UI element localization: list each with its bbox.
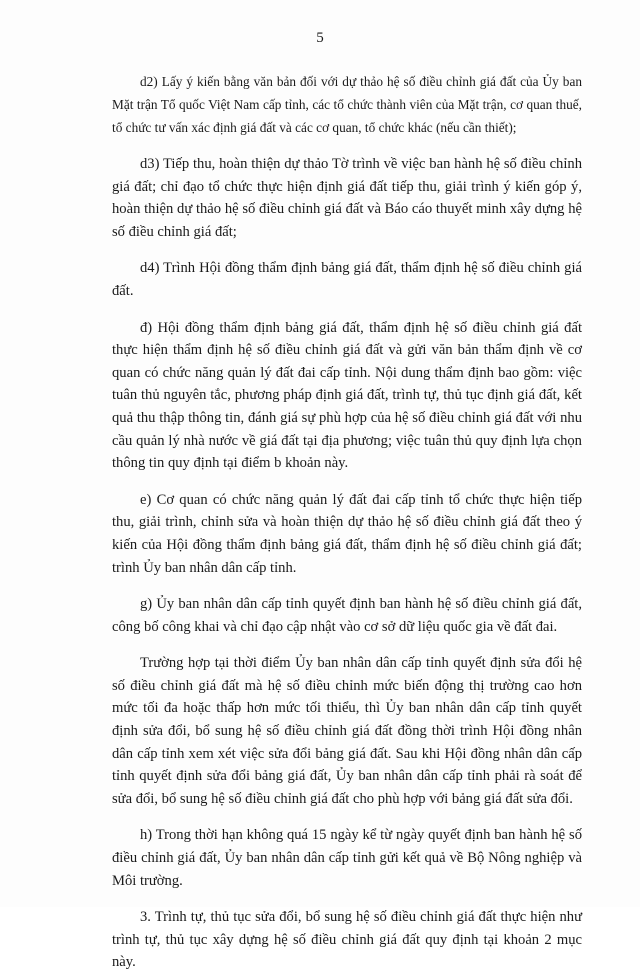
paragraph-h xyxy=(112,824,582,892)
paragraph-line: ban Mặt trận Tổ quốc Việt Nam cấp tỉnh, các tổ chức thành viên của Mặt trận, cơ xyxy=(112,74,582,112)
paragraph-dd xyxy=(112,317,582,475)
paragraph-line: e) Cơ quan có chức năng quản lý đất đai cấp tỉnh tổ chức thực hiện tiếp xyxy=(140,491,582,508)
paragraph-line: tuân thủ nguyên tắc, phương pháp định giá đất, trình tự, thủ tục định giá đất, xyxy=(112,387,561,404)
paragraph-line: quan thuế, tổ chức tư vấn xác định giá đất và các cơ quan, tổ chức khác (nếu cần thiết); xyxy=(112,97,582,135)
paragraph-d2 xyxy=(112,70,582,139)
paragraph-line: và Môi trường. xyxy=(112,850,582,889)
paragraph-line: trình Ủy ban nhân dân cấp tỉnh. xyxy=(112,559,297,576)
paragraph-truong-hop xyxy=(112,652,582,810)
paragraph-line: chọn thông tin quy định tại điểm b khoản này. xyxy=(112,432,582,472)
paragraph-line: tỉnh quyết định sửa đổi bảng giá đất, Ủy ban nhân dân cấp tỉnh phải rà soát để xyxy=(112,768,582,785)
document-body xyxy=(112,70,582,974)
paragraph-line: 3. Trình tự, thủ tục sửa đổi, bổ sung hệ số điều chỉnh giá đất thực hiện như xyxy=(140,909,582,926)
paragraph-line: nhu cầu quản lý nhà nước về giá đất tại địa phương; việc tuân thủ quy định lựa xyxy=(112,409,582,449)
paragraph-line: giá đất; chỉ đạo tổ chức thực hiện định giá đất tiếp thu, giải trình ý kiến góp ý, xyxy=(112,178,582,195)
paragraph-e xyxy=(112,489,582,579)
paragraph-line: Trường hợp tại thời điểm Ủy ban nhân dân cấp tỉnh quyết định sửa đổi hệ xyxy=(140,655,582,672)
page-number: 5 xyxy=(316,30,324,46)
paragraph-line: hệ số điều chỉnh giá đất; xyxy=(112,201,582,240)
paragraph-line: đ) Hội đồng thẩm định bảng giá đất, thẩm định hệ số điều chỉnh giá đất xyxy=(140,319,582,336)
paragraph-line: giá đất. xyxy=(112,260,582,299)
paragraph-line: d4) Trình Hội đồng thẩm định bảng giá đất, thẩm định hệ số điều chỉnh xyxy=(140,260,561,277)
paragraph-muc-3 xyxy=(112,906,582,974)
paragraph-line: g) Ủy ban nhân dân cấp tỉnh quyết định ban hành hệ số điều chỉnh giá đất, xyxy=(140,596,582,613)
paragraph-line: thu, giải trình, chỉnh sửa và hoàn thiện dự thảo hệ số điều chỉnh giá đất theo ý xyxy=(112,514,582,531)
paragraph-line: d3) Tiếp thu, hoàn thiện dự thảo Tờ trình về việc ban hành hệ số điều chỉnh xyxy=(140,156,582,172)
paragraph-line: công bố công khai và chỉ đạo cập nhật vào cơ sở dữ liệu quốc gia về đất đai. xyxy=(112,618,558,635)
paragraph-line: trình tự, thủ tục xây dựng hệ số điều chỉnh giá đất quy định tại khoản 2 mục này. xyxy=(112,931,582,971)
paragraph-line: hoàn thiện dự thảo hệ số điều chỉnh giá đất và Báo cáo thuyết minh xây dựng xyxy=(112,201,565,218)
paragraph-line: số điều chỉnh giá đất, Ủy ban nhân dân cấp tỉnh gửi kết quả về Bộ Nông nghiệp xyxy=(112,827,583,867)
paragraph-line: d2) Lấy ý kiến bằng văn bản đối với dự thảo hệ số điều chỉnh giá đất của Ủy xyxy=(140,74,559,89)
paragraph-g xyxy=(112,593,582,638)
paragraph-line: mức tối đa hoặc thấp hơn mức tối thiểu, thì Ủy ban nhân dân cấp tỉnh quyết xyxy=(112,700,582,717)
paragraph-line: số điều chỉnh giá đất mà hệ số điều chỉnh mức biến động thị trường cao hơn xyxy=(112,677,582,694)
paragraph-line: kết quả thu thập thông tin, đánh giá sự phù hợp của hệ số điều chỉnh giá đất với xyxy=(112,387,582,426)
paragraph-line: sửa đổi, bổ sung hệ số điều chỉnh giá đất cho phù hợp với bảng giá đất sửa đổi. xyxy=(112,790,573,807)
paragraph-line: quan có chức năng quản lý đất đai cấp tỉnh. Nội dung thẩm định bao gồm: việc xyxy=(112,364,582,381)
paragraph-d3 xyxy=(112,153,582,243)
paragraph-line: dân cấp tỉnh xem xét việc sửa đổi bảng giá đất. Sau khi Hội đồng nhân dân cấp xyxy=(112,745,582,762)
paragraph-line: h) Trong thời hạn không quá 15 ngày kể từ ngày quyết định ban hành hệ xyxy=(140,827,566,844)
paragraph-line: thực hiện thẩm định hệ số điều chỉnh giá đất và gửi văn bản thẩm định về cơ xyxy=(112,342,582,359)
paragraph-line: kiến của Hội đồng thẩm định bảng giá đất, thẩm định hệ số điều chỉnh giá đất; xyxy=(112,536,582,553)
paragraph-d4 xyxy=(112,257,582,302)
paragraph-line: định sửa đổi, bổ sung hệ số điều chỉnh giá đất đồng thời trình Hội đồng nhân xyxy=(112,723,582,740)
